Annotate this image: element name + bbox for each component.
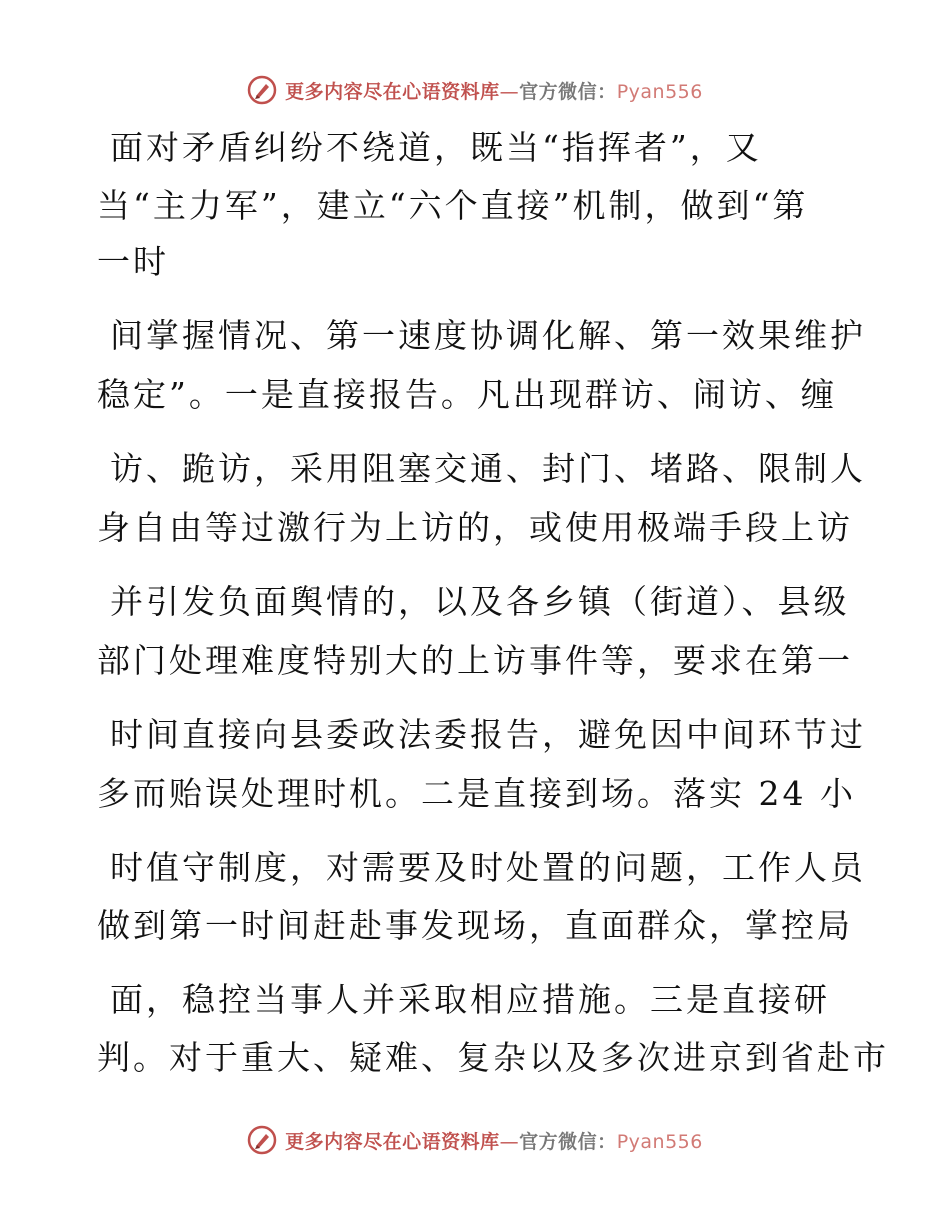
watermark-id: Pyan556 <box>616 1130 703 1153</box>
watermark-dash: — <box>499 80 520 103</box>
text-line: 并引发负面舆情的，以及各乡镇（街道）、县级 <box>110 582 850 621</box>
watermark-sub: 官方微信： <box>519 80 617 103</box>
text-line: 稳定”。一是直接报告。凡出现群访、闹访、缠 <box>97 375 837 414</box>
text-line: 身自由等过激行为上访的，或使用极端手段上访 <box>97 508 853 547</box>
text-line: 面对矛盾纠纷不绕道，既当“指挥者”，又 <box>110 128 762 167</box>
text-line: 面，稳控当事人并采取相应措施。三是直接研 <box>110 980 830 1019</box>
text-line: 时值守制度，对需要及时处置的问题，工作人员 <box>110 848 866 887</box>
text-line: 当“主力军”，建立“六个直接”机制，做到“第 <box>97 186 809 225</box>
watermark-main: 更多内容尽在心语资料库 <box>285 1130 500 1153</box>
text-line: 时间直接向县委政法委报告，避免因中间环节过 <box>110 715 866 754</box>
watermark-dash: — <box>499 1130 520 1153</box>
text-line: 部门处理难度特别大的上访事件等，要求在第一 <box>97 641 853 680</box>
text-line: 间掌握情况、第一速度协调化解、第一效果维护 <box>110 316 866 355</box>
text-line: 访、跪访，采用阻塞交通、封门、堵路、限制人 <box>110 449 866 488</box>
footer-watermark <box>0 1120 950 1160</box>
text-line: 做到第一时间赶赴事发现场，直面群众，掌控局 <box>97 906 853 945</box>
watermark-main: 更多内容尽在心语资料库 <box>285 80 500 103</box>
text-line: 多而贻误处理时机。二是直接到场。落实 24 小 <box>97 774 856 813</box>
watermark-id: Pyan556 <box>616 80 703 103</box>
watermark-sub: 官方微信： <box>519 1130 617 1153</box>
text-line: 判。对于重大、疑难、复杂以及多次进京到省赴市 <box>97 1038 889 1077</box>
text-line: 一时 <box>97 242 169 281</box>
pen-logo-icon <box>247 1125 277 1155</box>
watermark-text <box>285 1127 703 1154</box>
